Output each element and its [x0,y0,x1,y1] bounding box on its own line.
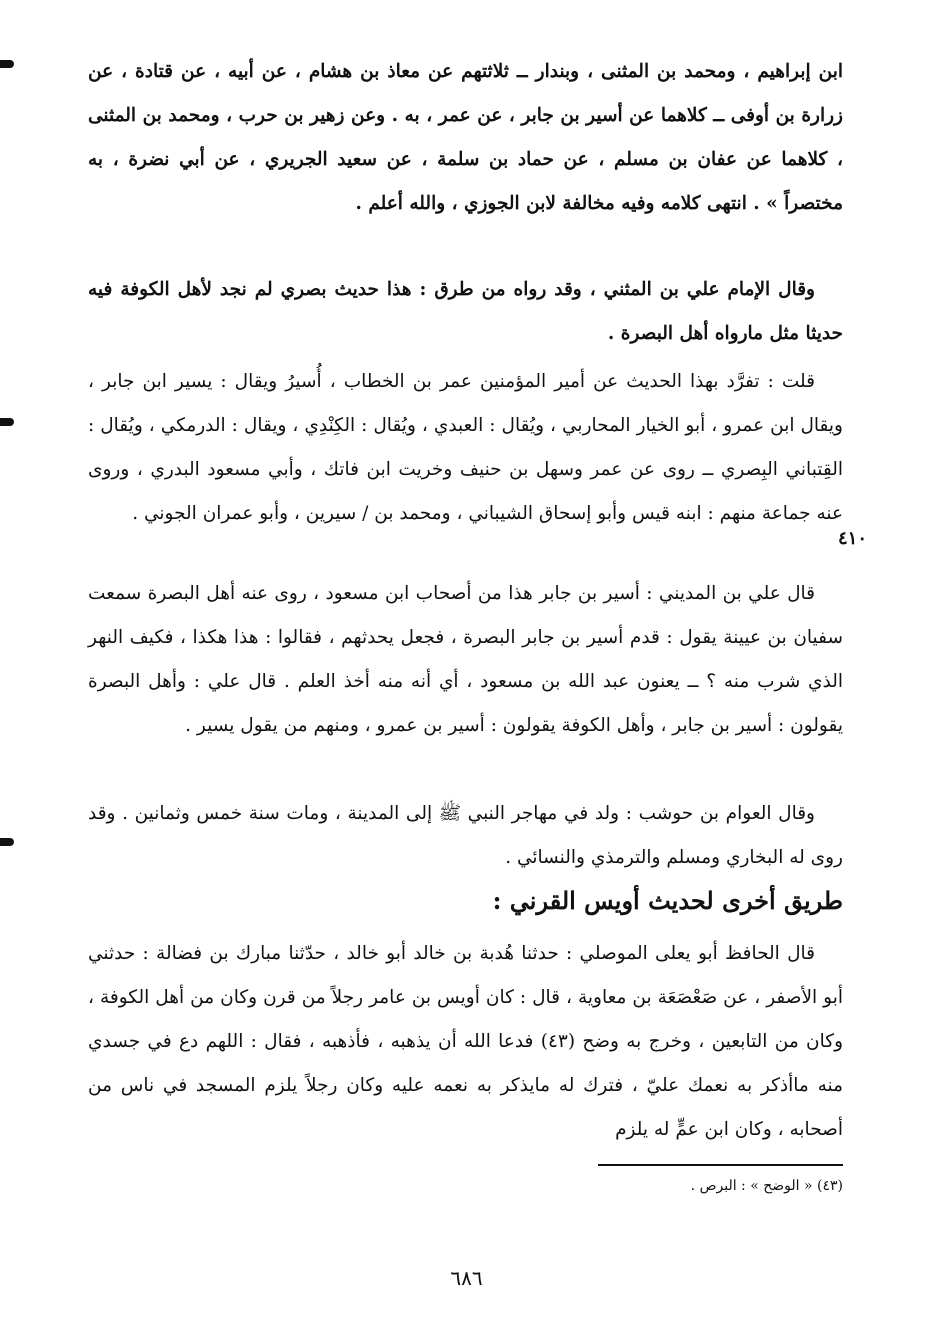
margin-reference-number: ٤١٠ [838,528,868,549]
paragraph-al-awwam-ibn-hawshab: وقال العوام بن حوشب : ولد في مهاجر النبي ﷺ إلى المدينة ، ومات سنة خمس وثمانين . وقد روى له البخاري ومسلم والترمذي والنسائي . [88,803,843,868]
footnote-separator [598,1164,843,1166]
paragraph-ali-ibn-al-madini: قال علي بن المديني : أسير بن جابر هذا من أصحاب ابن مسعود ، روى عنه أهل البصرة سمعت سفيان بن عيينة يقول : قدم أسير بن جابر البصرة ، فجعل يحدثهم ، فقالوا : هذا هكذا ، فكيف النهر الذي شرب منه ؟ ــ يعنون عبد الله بن مسعود ، أي أنه منه أخذ العلم . قال علي : وأهل البصرة يقولون : أسير بن جابر ، وأهل الكوفة يقولون : أسير بن عمرو ، ومنهم من يقول يسير . [88,583,843,736]
paragraph-ali-ibn-al-muthanna: وقال الإمام علي بن المثني ، وقد رواه من طرق : هذا حديث بصري لم نجد لأهل الكوفة فيه حديثا مثل مارواه أهل البصرة . [88,279,843,344]
scan-edge-mark [0,60,14,68]
page-number: ٦٨٦ [450,1266,483,1290]
paragraph-usayr-ibn-jabir-bio: قلت : تفرَّد بهذا الحديث عن أمير المؤمنين عمر بن الخطاب ، أُسيرُ ويقال : يسير ابن جابر ، ويقال ابن عمرو ، أبو الخيار المحاربي ، ويُقال : العبدي ، ويُقال : الكِنْدِي ، ويقال : الدرمكي ، ويُقال : القِتباني البِصري ــ روى عن عمر وسهل بن حنيف وخريت ابن فاتك ، وأبي مسعود البدري ، وروى عنه جماعة منهم : ابنه قيس وأبو إسحاق الشيباني ، ومحمد بن / سيرين ، وأبو عمران الجوني . [88,371,843,524]
paragraph-isnad-continuation: ابن إبراهيم ، ومحمد بن المثنى ، وبندار ــ ثلاثتهم عن معاذ بن هشام ، عن أبيه ، عن قتادة ، عن زرارة بن أوفى ــ كلاهما عن أسير بن جابر ، عن عمر ، به . وعن زهير بن حرب ، ومحمد بن المثنى ، كلاهما عن عفان بن مسلم ، عن حماد بن سلمة ، عن سعيد الجريري ، عن أبي نضرة ، به مختصراً » . انتهى كلامه وفيه مخالفة لابن الجوزي ، والله أعلم . [88,61,843,214]
footnote: (٤٣) « الوضح » : البرص . [690,1178,843,1194]
scan-edge-mark [0,838,14,846]
scan-edge-mark [0,418,14,426]
paragraph-abu-yala-narration: قال الحافظ أبو يعلى الموصلي : حدثنا هُدبة بن خالد أبو خالد ، حدّثنا مبارك بن فضالة : حدثني أبو الأصفر ، عن صَعْصَعَة بن معاوية ، قال : كان أويس بن عامر رجلاً من قرن وكان من أهل الكوفة ، وكان من التابعين ، وخرج به وضح (٤٣) فدعا الله أن يذهبه ، فأذهبه ، فقال : اللهم دع في جسدي منه ماأذكر به نعمك عليّ ، فترك له مايذكر به نعمه عليه وكان رجلاً يلزم المسجد في ناس من أصحابه ، وكان ابن عمٍّ له يلزم [88,943,844,1140]
section-heading: طريق أخرى لحديث أويس القرني : [492,886,843,915]
